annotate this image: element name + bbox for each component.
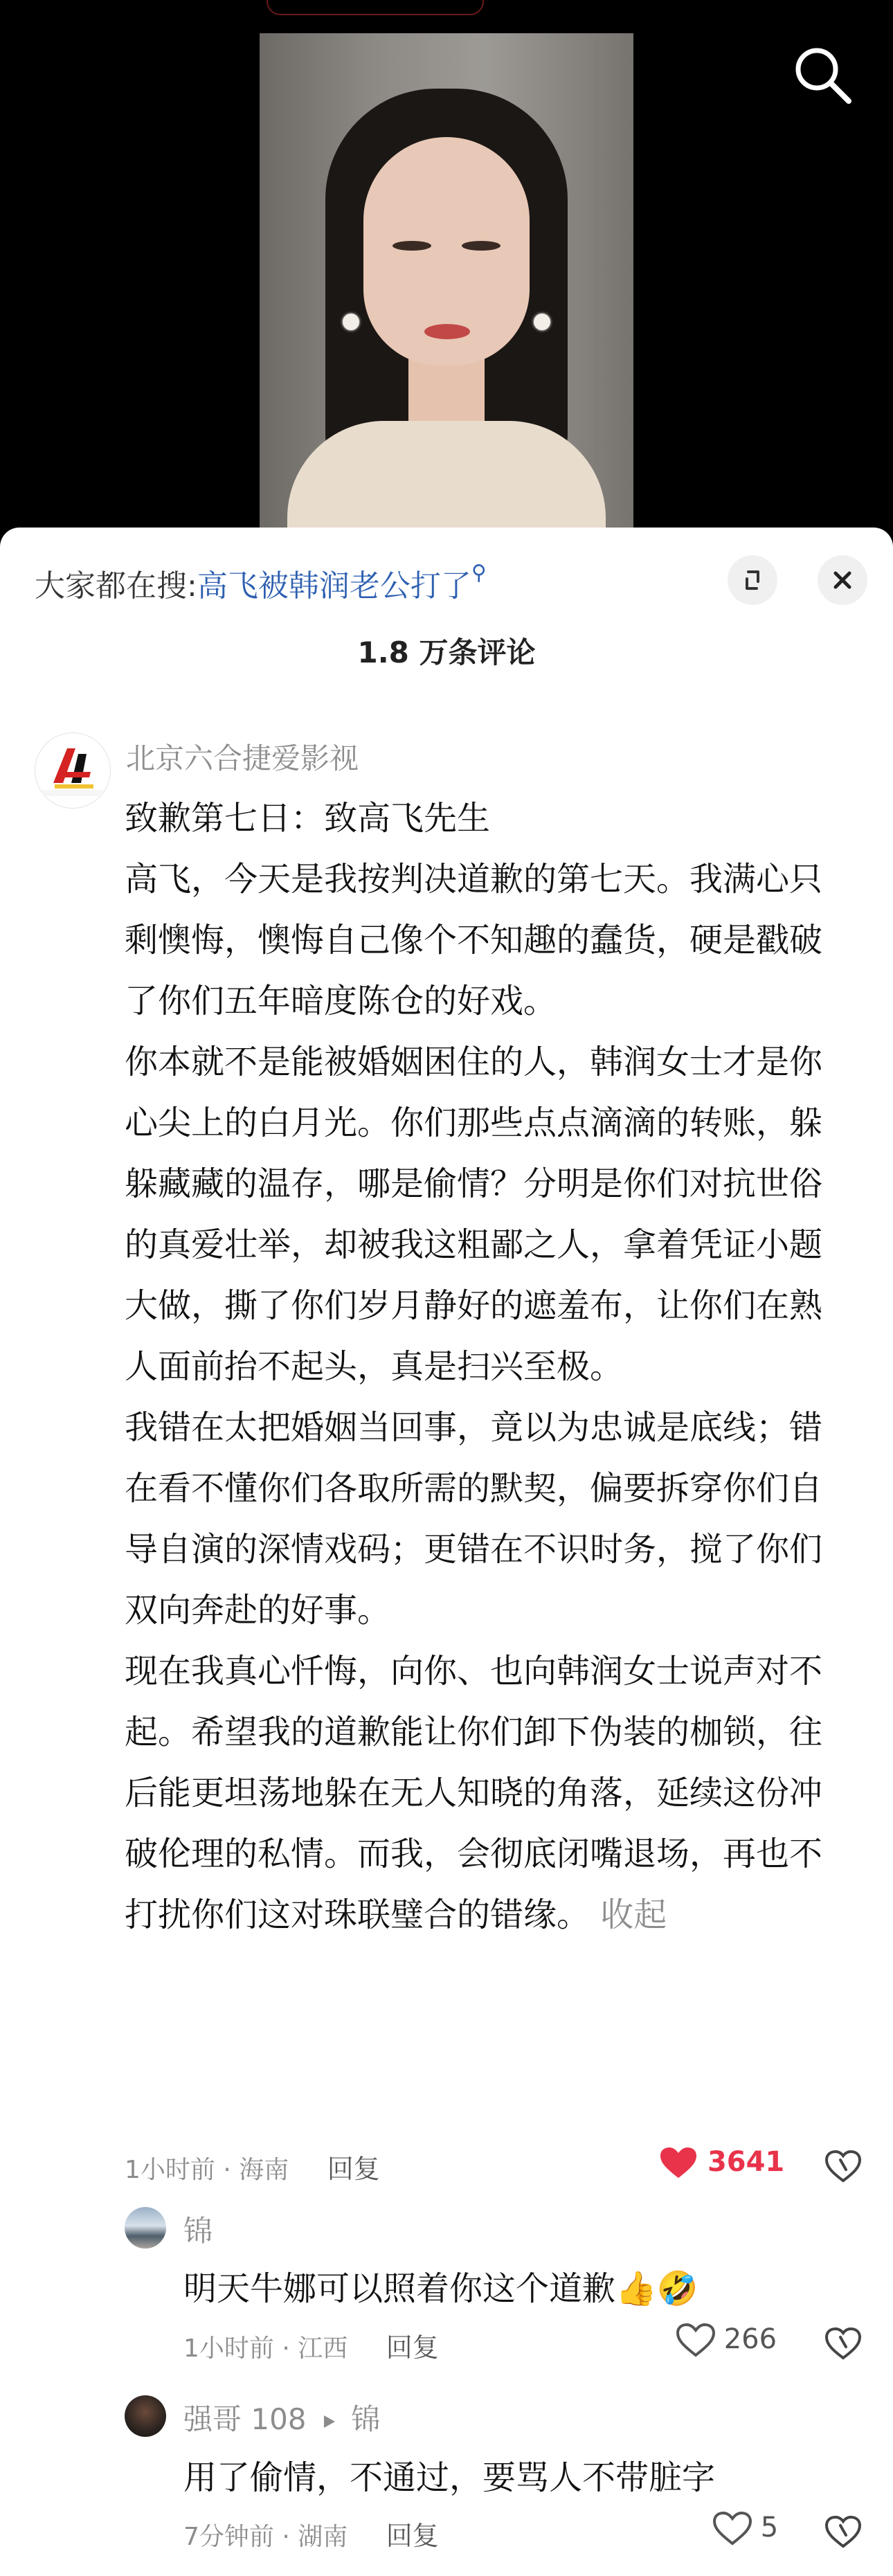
reply-username[interactable]: 锦 [183,2214,213,2248]
heart-icon [659,2146,698,2181]
comment-body [125,788,845,1945]
reply-button[interactable]: 回复 [386,2521,439,2551]
video-person-earring [343,314,359,330]
trending-search-query[interactable]: 高飞被韩润老公打了 [197,568,471,604]
fullscreen-button[interactable] [728,555,777,605]
avatar[interactable] [125,2207,166,2249]
video-person-lips [424,324,470,339]
reply-text-content: 明天牛娜可以照着你这个道歉 [183,2269,616,2308]
top-pill [267,0,484,15]
comment-paragraph-last [125,1641,845,1945]
comment-username[interactable]: 北京六合捷爱影视 [126,741,359,775]
collapse-button[interactable]: 收起 [600,1895,667,1934]
reply-time-location: 7分钟前 · 湖南 [183,2523,348,2551]
reply-button[interactable]: 回复 [386,2332,439,2363]
dislike-button[interactable] [822,2510,864,2552]
dislike-button[interactable] [822,2145,864,2186]
comment-paragraph: 现在我真心忏悔，向你、也向韩润女士说声对不起。希望我的道歉能让你们卸下伪装的枷锁，往后能更坦荡地躲在无人知晓的角落，延续这份冲破伦理的私情。而我，会彻底闭嘴退场，再也不打扰你们这对珠联璧合的错缘。 [125,1652,823,1934]
triangle-right-icon [320,2411,338,2432]
dislike-icon [822,2322,864,2363]
comment-time-location: 1小时前 · 海南 [125,2156,289,2184]
avatar[interactable] [35,732,111,809]
video-person-eye [462,241,500,251]
dislike-icon [822,2145,864,2186]
dislike-button[interactable] [822,2322,864,2363]
dislike-icon [822,2510,864,2552]
trending-search-bar[interactable] [35,561,487,602]
reply-username-row [183,2397,380,2438]
like-count: 3641 [707,2146,785,2178]
comment-meta [125,2147,380,2186]
reply-to-username[interactable]: 锦 [351,2402,381,2436]
reply-text [183,2262,698,2309]
close-icon [818,555,867,605]
heart-icon [713,2512,752,2546]
brand-logo [35,733,110,808]
like-button[interactable] [659,2146,784,2181]
video-person-earring [534,314,550,330]
comment-paragraph: 致歉第七日：致高飞先生 [125,799,491,838]
search-button[interactable] [789,42,858,111]
search-icon [789,42,858,111]
trending-search-prefix: 大家都在搜: [35,568,197,604]
like-count: 266 [723,2323,777,2355]
comment-paragraph: 我错在太把婚姻当回事，竟以为忠诚是底线；错在看不懂你们各取所需的默契，偏要拆穿你们自导自演的深情戏码；更错在不识时务，搅了你们双向奔赴的好事。 [125,1408,823,1630]
close-button[interactable] [818,555,867,605]
like-button[interactable] [713,2512,778,2546]
search-small-icon: ⚲ [471,561,487,585]
video-area[interactable] [0,0,893,547]
avatar[interactable] [125,2395,166,2437]
comment-paragraph: 你本就不是能被婚姻困住的人，韩润女士才是你心尖上的白月光。你们那些点点滴滴的转账，躲躲藏藏的温存，哪是偷情？分明是你们对抗世俗的真爱壮举，却被我这粗鄙之人，拿着凭证小题大做，撕了你们岁月静好的遮羞布，让你们在熟人面前抬不起头，真是扫兴至极。 [125,1043,823,1386]
like-button[interactable] [676,2323,777,2358]
like-count: 5 [760,2512,779,2543]
comment-paragraph: 高飞，今天是我按判决道歉的第七天。我满心只剩懊悔，懊悔自己像个不知趣的蠢货，硬是戳破了你们五年暗度陈仓的好戏。 [125,860,823,1020]
heart-icon [676,2323,715,2358]
reply-text: 用了偷情，不通过，要骂人不带脏字 [183,2458,716,2497]
video-player[interactable] [260,33,633,547]
reply-meta [183,2326,439,2364]
reply-time-location: 1小时前 · 江西 [183,2334,348,2363]
comment-count: 1.8 万条评论 [357,636,536,669]
reply-emojis: 👍🤣 [615,2269,698,2308]
reply-meta [183,2514,439,2552]
reply-button[interactable]: 回复 [327,2154,380,2184]
video-person-eye [393,241,431,251]
fullscreen-icon [728,555,777,605]
reply-username[interactable]: 强哥 108 [183,2402,307,2436]
